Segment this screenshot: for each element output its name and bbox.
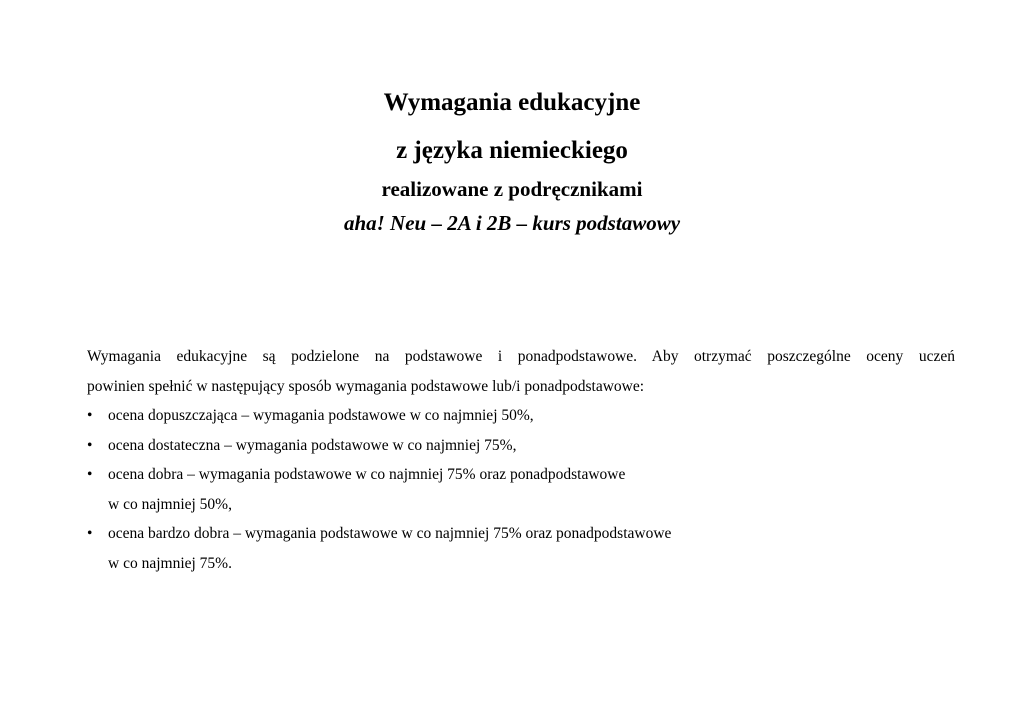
bullet-icon: • xyxy=(87,407,93,424)
list-item-text: ocena dostateczna – wymagania podstawowe w co najmniej 75%, xyxy=(108,436,517,454)
list-item-text: ocena dopuszczająca – wymagania podstawowe w co najmniej 50%, xyxy=(108,407,534,424)
list-item-continuation: w co najmniej 75%. xyxy=(108,554,232,572)
bullet-icon: • xyxy=(87,525,93,542)
list-item-bardzo-dobra xyxy=(87,519,955,578)
document-subtitle: realizowane z podręcznikami xyxy=(381,177,643,201)
bullet-icon: • xyxy=(87,436,93,454)
document-title: Wymagania edukacyjne xyxy=(383,89,641,116)
document-subject: z języka niemieckiego xyxy=(396,137,628,164)
grade-requirements-list xyxy=(87,401,955,578)
textbook-name: aha! Neu – 2A i 2B – kurs podstawowy xyxy=(343,211,681,235)
document-title-block xyxy=(0,84,1024,238)
list-item-text: ocena bardzo dobra – wymagania podstawowe w co najmniej 75% oraz ponadpodstawowe xyxy=(108,525,672,542)
list-item-dopuszczajaca xyxy=(87,401,955,431)
list-item-text: ocena dobra – wymagania podstawowe w co najmniej 75% oraz ponadpodstawowe xyxy=(108,466,626,483)
document-body xyxy=(87,342,955,578)
list-item-dostateczna xyxy=(87,431,955,461)
list-item-continuation: w co najmniej 50%, xyxy=(108,495,232,513)
list-item-dobra xyxy=(87,460,955,519)
intro-line: Wymagania edukacyjne są podzielone na podstawowe i ponadpodstawowe. Aby otrzymać poszczególne oceny uczeń xyxy=(87,348,955,365)
bullet-icon: • xyxy=(87,466,93,483)
intro-line: powinien spełnić w następujący sposób wymagania podstawowe lub/i ponadpodstawowe: xyxy=(87,377,645,395)
intro-paragraph xyxy=(87,342,955,401)
